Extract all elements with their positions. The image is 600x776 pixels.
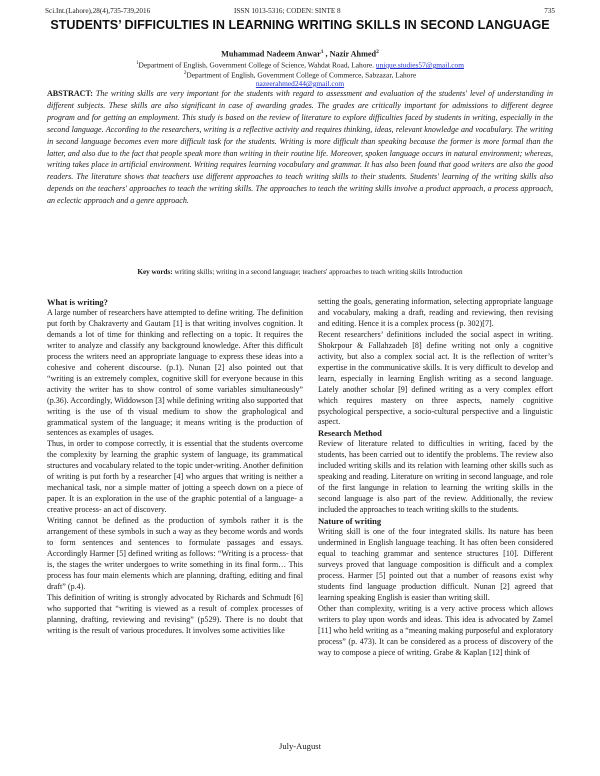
body-paragraph: Other than complexity, writing is a very active process which allows writers to play upon words and ideas. This idea is advocated by Zamel [11] who held writing as a “meaning making purposeful and exploratory process” (p. 473). It can be considered as a process of discovery of the way to compose a piece of writing. Grabe & Kaplan [12] think of xyxy=(318,603,553,657)
left-column xyxy=(47,297,303,637)
section-heading: Nature of writing xyxy=(318,516,382,527)
body-paragraph: This definition of writing is strongly advocated by Richards and Schmudt [6] who supported that “writing is viewed as a result of complex processes of planning, drafting, reviewing and revising” (p529). There is no doubt that writing is the result of various procedures. It involves some activities like xyxy=(47,592,303,635)
keywords-label: Key words: xyxy=(137,268,173,276)
abstract-text: The writing skills are very important for the students with regard to assessment and evaluation of the students' level of understanding in different subjects. These skills are also significant in case of awarding grades. The grades are critically important for admissions to different degree program and for getting an employment. This study is based on the review of literature to explore difficulties faced by students in writing, especially in the second language. According to the researchers, writing is a reflective activity and requires thinking, ideas, relevant knowledge and vocabulary. The writing in second language becomes even more difficult task for the students. Writing is more difficult than speaking because the former is more formal than the latter, and also due to the fact that people speak more than writing in their routine life. Moreover, spoken language occurs in natural environment; whereas, writing takes place in artificial environment. Writing requires learning vocabulary and grammar. It has also been found that good writers are also the good readers. The literature shows that teachers use different approaches to teach writing skills to their students. Students' learning of the writing skills also depends on the teachers' approaches to teach the writing skills. The approaches to teach the writing skills involve a product approach, a process approach, an eclectic approach and a genre approach. xyxy=(47,89,554,206)
section-heading: Research Method xyxy=(318,428,382,439)
body-paragraph: Writing skill is one of the four integrated skills. Its nature has been undermined in English language teaching. It has often been considered equal to teaching grammar and sentence structures [10]. Different surveys proved that language composition is difficult and a complex process. Harmer [5] pointed out that a number of reasons exist why students find language production difficult. Nunan [2] agreed that learning speaking English is easier than writing skill. xyxy=(318,527,553,602)
affiliation-mark: 2 xyxy=(183,71,187,76)
author-name: Nazir Ahmed xyxy=(329,49,377,59)
body-paragraph: A large number of researchers have attempted to define writing. The definition put forth by Chakraverty and Gautam [1] is that writing involves cognition. It demands a lot of time for thinking and reflecting on a topic. It requires the writer to analyze and classify any background knowledge. After this difficult process the writers need an appropriate language to express these ideas into a cohesive and coherent discourse. (p.1). Nunan [2] also pointed out that “writing is an extremely complex, cognitive skill for everyone because in this activity the writer has to show control of some variables simultaneously” (p.36). Accordingly, Widdowson [3] while defining writing also supported that writing is the use of th visual medium to show the graphological and grammatical system of the language; it means writing is the production of sentences as examples of usages. xyxy=(47,308,303,438)
page-footer: July-August xyxy=(278,741,322,751)
section-heading: What is writing? xyxy=(47,297,108,307)
keywords-text: writing skills; writing in a second language; teachers' approaches to teach writing skills Introduction xyxy=(174,268,463,276)
abstract-label: ABSTRACT: xyxy=(47,89,93,98)
page-number: 735 xyxy=(544,7,555,15)
journal-citation: Sci.Int.(Lahore),28(4),735-739,2016 xyxy=(45,7,151,15)
body-paragraph: setting the goals, generating information, selecting appropriate language and vocabulary, making a draft, reading and reviewing, then revising and editing. Hence it is a complex process (p. 302)[7]. xyxy=(318,297,553,328)
body-paragraph: Review of literature related to difficulties in writing, faced by the students, has been carried out to identify the problems. The review also included writing skills and its relation with learning other skills such as speaking and reading. Literature on writing in second language, and role of the first langunge in relation to learning the writing skills in the second language is also part of the review. Additionally, the review included the approaches to teach writing skills to the students. xyxy=(318,439,553,515)
author-affiliation-mark: 2 xyxy=(376,49,379,55)
author-list xyxy=(0,49,600,59)
author-name: Muhammad Nadeem Anwar xyxy=(221,49,321,59)
abstract xyxy=(47,88,553,207)
affiliation-text: Department of English, Government College of Science, Wahdat Road, Lahore. xyxy=(138,60,375,70)
email-link[interactable]: unique.studies57@gmail.com xyxy=(375,60,464,70)
keywords xyxy=(0,268,600,276)
affiliation-mark: 1 xyxy=(136,61,139,66)
email-link[interactable]: nazeerahmed244@gmail.com xyxy=(255,79,345,88)
right-column xyxy=(318,297,553,659)
author-separator: , xyxy=(325,49,328,59)
body-paragraph: Thus, in order to compose correctly, it is essential that the students overcome the complexity by learning the graphic system of language, its grammatical structures and vocabulary related to the topic under-writing. Another definition of writing is put forth by a researcher [4] who argues that writing is neither a mechanical task, nor a simple matter of jotting a speech down on a piece of paper. It is an exploration in the use of the graphic potential of a language- a creative process- an act of discovery. xyxy=(47,439,303,515)
paper-title: STUDENTS’ DIFFICULTIES IN LEARNING WRITING SKILLS IN SECOND LANGUAGE xyxy=(50,18,550,32)
issn-coden: ISSN 1013-5316; CODEN: SINTE 8 xyxy=(234,7,341,15)
body-paragraph: Recent researchers’ definitions included the social aspect in writing. Shokrpour & Fallahzadeh [8] define writing not only a cognitive activity, but also a complex social act. It is the reflection of writer’s expertise in the communicative skills. It is very difficult to develop and learn, especially in learning English writing as a second language. Lately another scholar [9] defined writing as a very complex effort which requires mastery on three aspects, namely cognitive psychological perspective, a socio-cultural perspective and a linguistic aspect. xyxy=(318,329,553,427)
affiliation-text: Department of English, Government College of Commerce, Sabzazar, Lahore xyxy=(186,70,417,80)
author-affiliation-mark: 1 xyxy=(320,49,324,55)
body-paragraph: Writing cannot be defined as the production of symbols rather it is the arrangement of these symbols in such a way as they become words and words to form sentences and sentences to formulate passages and essays. Accordingly Harmer [5] defined writing as follows: “Writing is a process- that is, the stages the writer undergoes to write something in its final form… This process has four main elements which are planning, drafting, editing and final draft” (p.4). xyxy=(47,516,303,591)
